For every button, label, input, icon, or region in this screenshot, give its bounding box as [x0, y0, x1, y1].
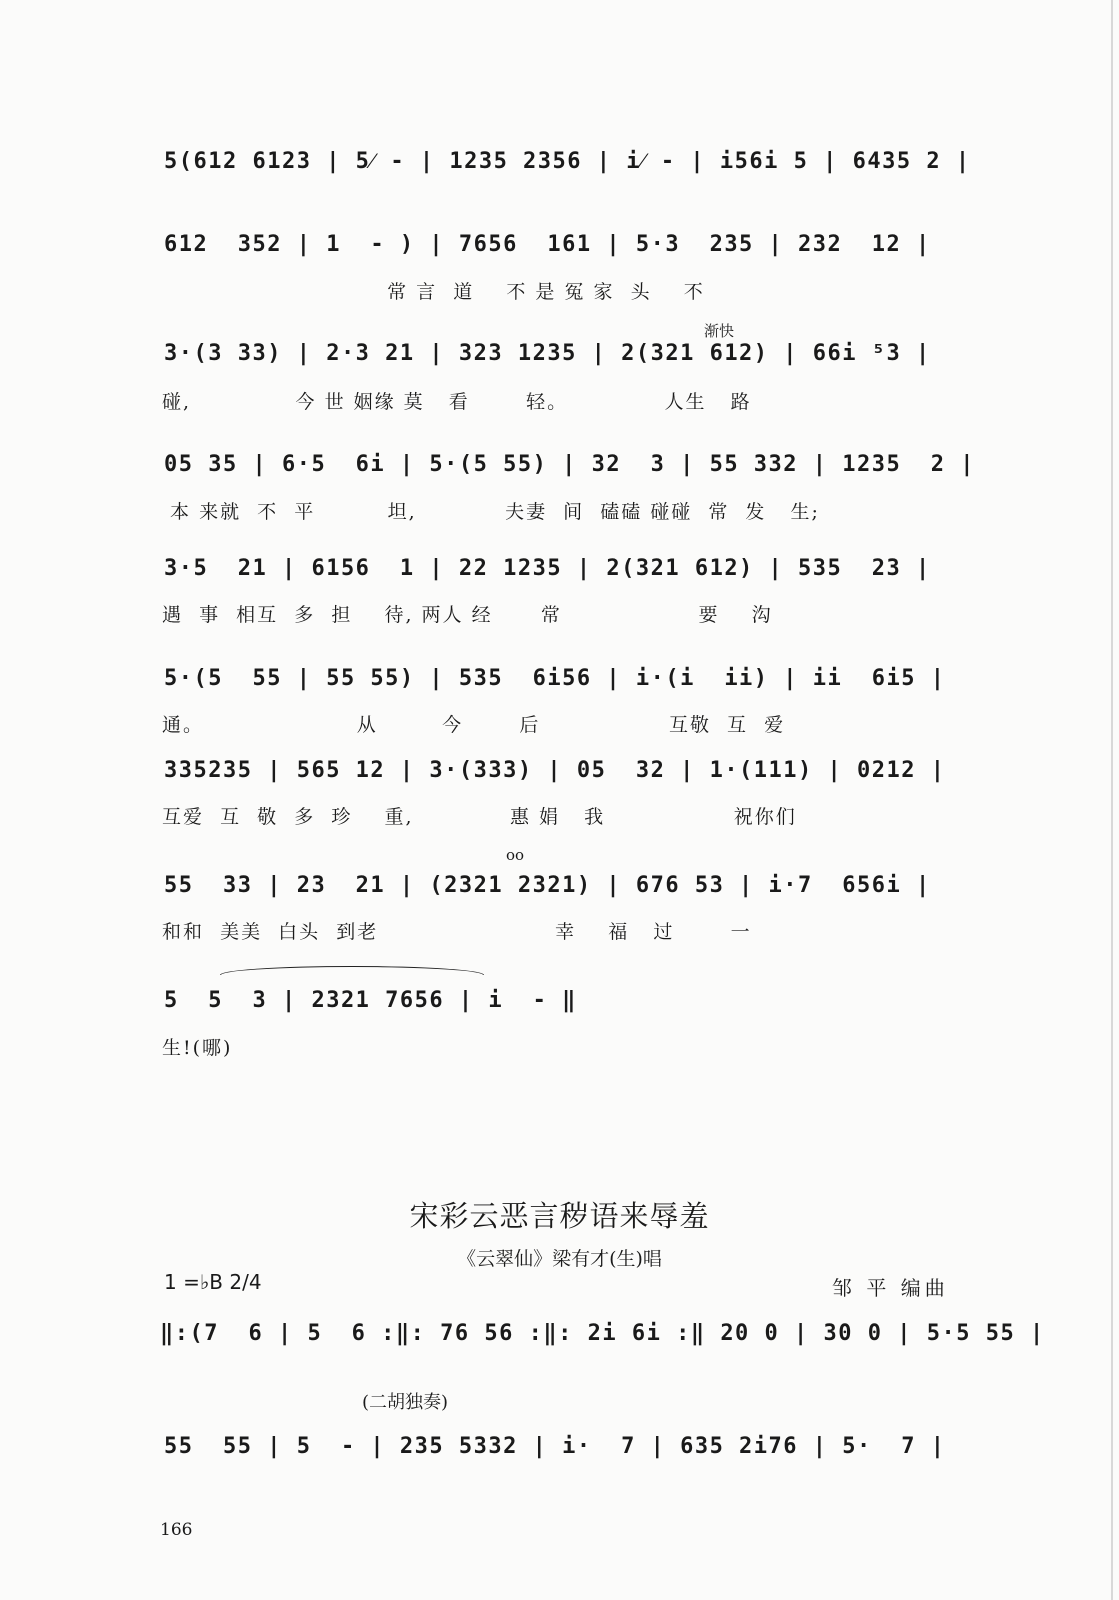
- page-edge: [1111, 0, 1113, 1600]
- score-row-10: ‖:(7 6 | 5 6 :‖: 76 56 :‖: 2i 6i :‖ 20 0 | 30 0 | 5·5 55 |: [160, 1321, 1045, 1346]
- lyric-row-4: 本 来就 不 平 坦, 夫妻 间 磕磕 碰碰 常 发 生;: [162, 501, 820, 523]
- song-title: 宋彩云恶言秽语来辱羞: [409, 1199, 710, 1233]
- score-row-3: 3·(3 33) | 2·3 21 | 323 1235 | 2(321 612) | 66i ⁵3 |: [164, 341, 931, 366]
- score-row-7: 335235 | 565 12 | 3·(333) | 05 32 | 1·(111) | 0212 |: [164, 758, 946, 783]
- song-credit: 《云翠仙》梁有才(生)唱: [457, 1248, 662, 1270]
- score-row-5: 3·5 21 | 6156 1 | 22 1235 | 2(321 612) | 535 23 |: [164, 556, 931, 581]
- lyric-row-5: 遇 事 相互 多 担 待, 两人 经 常 要 沟: [162, 604, 773, 626]
- score-row-11: 55 55 | 5 - | 235 5332 | i· 7 | 635 2i76 | 5· 7 |: [164, 1434, 946, 1459]
- lyric-row-3: 碰, 今 世 姻缘 莫 看 轻。 人生 路: [162, 391, 752, 413]
- tempo-annotation: 渐快: [704, 322, 735, 340]
- score-row-6: 5·(5 55 | 55 55) | 535 6i56 | i·(i ii) | ii 6i5 |: [164, 666, 946, 691]
- lyric-row-6: 通。 从 今 后 互敬 互 爱: [162, 714, 786, 736]
- composer-credit: 邹 平 编曲: [832, 1276, 949, 1300]
- score-row-4: 05 35 | 6·5 6i | 5·(5 55) | 32 3 | 55 332 | 1235 2 |: [164, 452, 975, 477]
- slur-arc: [220, 966, 484, 975]
- lyric-row-2: 常 言 道 不 是 冤 家 头 不: [162, 281, 705, 303]
- score-row-2: 612 352 | 1 - ) | 7656 161 | 5·3 235 | 232 12 |: [164, 232, 931, 257]
- erhu-solo-annotation: (二胡独奏): [362, 1392, 449, 1413]
- lyric-row-8: 和和 美美 白头 到老 幸 福 过 一: [162, 921, 752, 943]
- lyric-row-7: 互爱 互 敬 多 珍 重, 惠 娟 我 祝你们: [162, 806, 797, 828]
- score-row-9: 5 5 3 | 2321 7656 | i - ‖: [164, 988, 577, 1013]
- ornament-annotation: oo: [506, 846, 525, 864]
- key-signature: 1 =♭B 2/4: [164, 1270, 262, 1294]
- page-number: 166: [160, 1520, 193, 1540]
- lyric-row-9: 生!(哪): [162, 1037, 233, 1059]
- score-row-1: 5(612 6123 | 5⁄ - | 1235 2356 | i⁄ - | i56i 5 | 6435 2 |: [164, 149, 971, 174]
- score-row-8: 55 33 | 23 21 | (2321 2321) | 676 53 | i·7 656i |: [164, 873, 931, 898]
